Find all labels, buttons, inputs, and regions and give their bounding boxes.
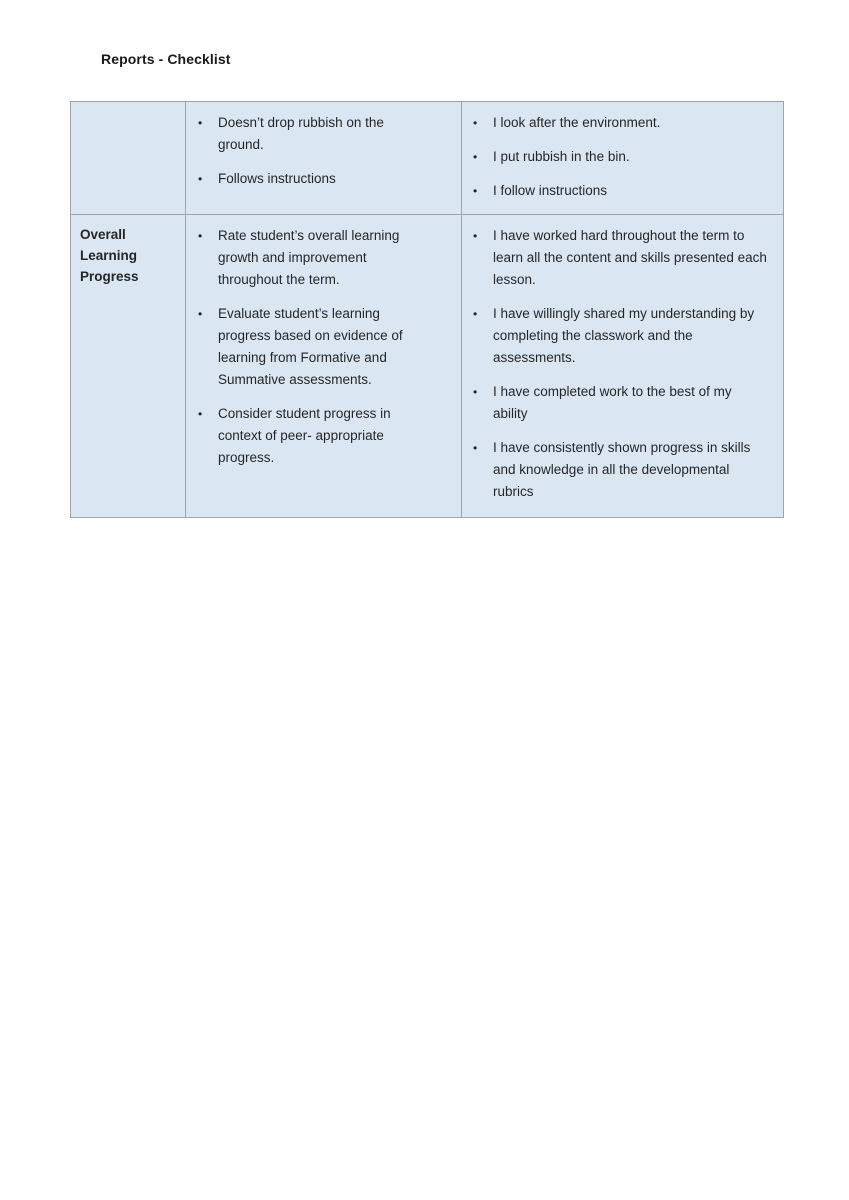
bullet-icon: • xyxy=(198,229,203,243)
table-row xyxy=(71,102,784,215)
list-item-text: I have completed work to the best of my ability xyxy=(493,384,732,421)
list-item-text: Consider student progress in context of peer- appropriate progress. xyxy=(218,406,391,465)
bullet-icon: • xyxy=(198,172,203,186)
bullet-icon: • xyxy=(473,116,478,130)
list-item xyxy=(196,403,431,469)
bullet-list xyxy=(196,112,431,190)
bullet-icon: • xyxy=(473,184,478,198)
page-title: Reports - Checklist xyxy=(101,51,231,67)
row-label: Overall Learning Progress xyxy=(80,227,139,284)
list-item xyxy=(196,225,431,291)
bullet-icon: • xyxy=(473,307,478,321)
list-item-text: I put rubbish in the bin. xyxy=(493,149,630,164)
bullet-icon: • xyxy=(473,441,478,455)
list-item xyxy=(471,112,769,134)
student-checklist-cell xyxy=(462,102,784,215)
list-item xyxy=(471,225,769,291)
list-item-text: Rate student’s overall learning growth and improvement throughout the term. xyxy=(218,228,400,287)
bullet-list xyxy=(471,112,769,202)
checklist-table xyxy=(70,101,784,518)
bullet-icon: • xyxy=(473,150,478,164)
bullet-icon: • xyxy=(473,229,478,243)
bullet-list xyxy=(471,225,769,503)
list-item xyxy=(471,303,769,369)
bullet-icon: • xyxy=(198,116,203,130)
list-item-text: I have consistently shown progress in skills and knowledge in all the developmental rubrics xyxy=(493,440,751,499)
list-item xyxy=(471,146,769,168)
list-item-text: Doesn’t drop rubbish on the ground. xyxy=(218,115,384,152)
bullet-icon: • xyxy=(198,407,203,421)
row-label-cell xyxy=(71,215,186,518)
list-item-text: Follows instructions xyxy=(218,171,336,186)
teacher-criteria-cell xyxy=(186,102,462,215)
list-item-text: I have worked hard throughout the term to learn all the content and skills presented each lesson. xyxy=(493,228,767,287)
list-item xyxy=(471,381,769,425)
list-item-text: I look after the environment. xyxy=(493,115,661,130)
table-row xyxy=(71,215,784,518)
teacher-criteria-cell xyxy=(186,215,462,518)
student-checklist-cell xyxy=(462,215,784,518)
row-label-cell xyxy=(71,102,186,215)
list-item xyxy=(196,303,431,391)
list-item xyxy=(196,112,431,156)
list-item xyxy=(471,437,769,503)
list-item xyxy=(196,168,431,190)
list-item-text: I follow instructions xyxy=(493,183,608,198)
bullet-list xyxy=(196,225,431,469)
bullet-icon: • xyxy=(473,385,478,399)
bullet-icon: • xyxy=(198,307,203,321)
list-item-text: Evaluate student’s learning progress based on evidence of learning from Formative and Summative assessments. xyxy=(218,306,403,387)
list-item-text: I have willingly shared my understanding by completing the classwork and the assessments. xyxy=(493,306,755,365)
list-item xyxy=(471,180,769,202)
